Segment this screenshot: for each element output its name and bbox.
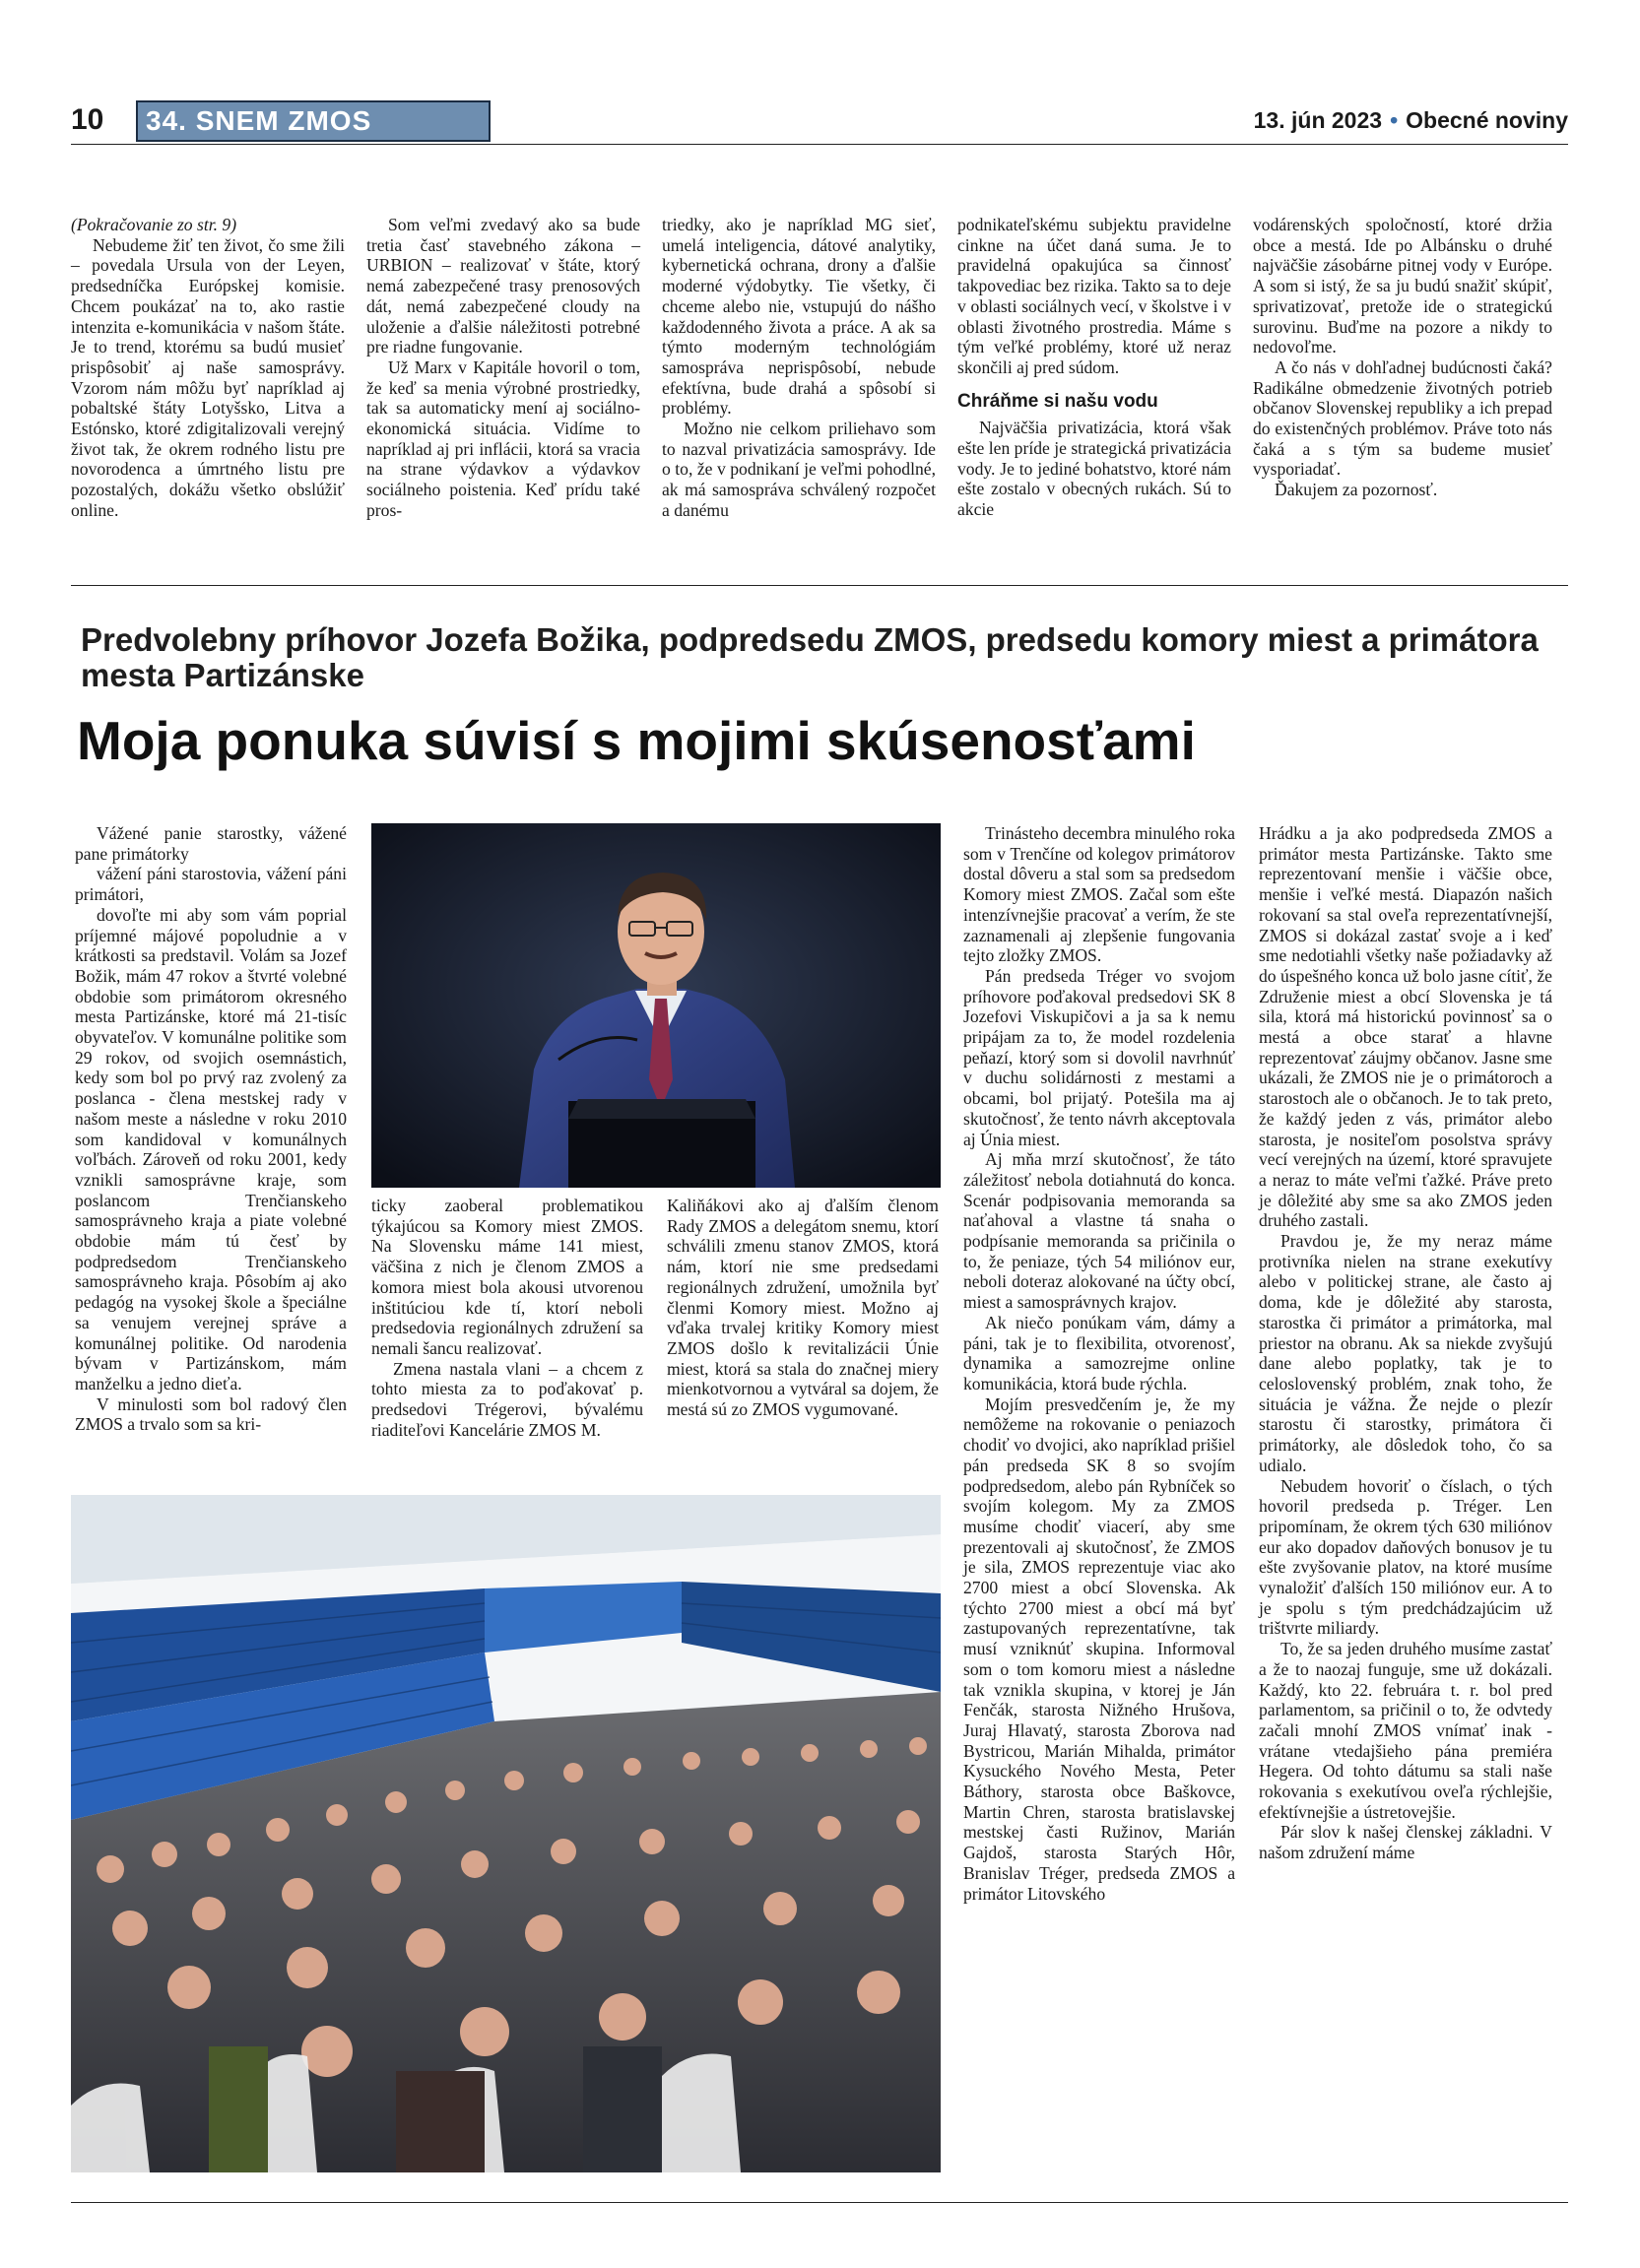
paragraph: triedky, ako je napríklad MG sieť, umelá inteligencia, dátové analytiky, kybernetická ochrana, drony a ďalšie moderné výdobytky. Tie všetky, či chceme alebo nie, vstupujú do nášho každodenného života a práce. A ak sa týmto moderným technológiám samospráva neprispôsobí, nebude efektívna, bude drahá a spôsobí si problémy. [662,215,936,419]
paragraph: Aj mňa mrzí skutočnosť, že táto záležitosť nebola dotiahnutá do konca. Scenár podpisovania memoranda sa naťahoval a vlastne tá snaha o podpísanie memoranda sa pričinila o to, že peniaze, tých 54 miliónov eur, neboli doteraz alokované na účty obcí, miest a samosprávnych krajov. [963,1149,1235,1313]
article-column-1 [75,823,347,1435]
paragraph: Nebudeme žiť ten život, čo sme žili – povedala Ursula von der Leyen, predsedníčka Európskej komisie. Chcem poukázať na to, ako rastie intenzita e-komunikácia v našom štáte. Je to trend, ktorému sa budú musieť prispôsobiť aj naše samosprávy. Vzorom nám môžu byť napríklad aj pobaltské štáty Lotyšsko, Litva a Estónsko, ktoré zdigitalizovali verejný život tak, že okrem rodného listu pre novorodenca a úmrtného listu pre pozostalých, dokážu všetko obslúžiť online. [71,234,345,520]
article-column-2 [371,1196,643,1440]
page-number: 10 [71,103,104,136]
paragraph: Najväčšia privatizácia, ktorá však ešte len príde je strategická privatizácia vody. Je to jediné bohatstvo, ktoré nám ešte zostalo v obecných rukách. Sú to akcie [957,418,1231,520]
paragraph: A čo nás v dohľadnej budúcnosti čaká? Radikálne obmedzenie životných potrieb občanov Slovenskej republiky a ich prepad do existenčných problémov. Práve toto nás čaká a s tým sa budeme musieť vysporiadať. [1253,356,1552,480]
paragraph: V minulosti som bol radový člen ZMOS a trvalo som sa kri- [75,1393,347,1435]
paragraph: Kaliňákovi ako aj ďalším členom Rady ZMOS a delegátom snemu, ktorí schválili zmenu stanov ZMOS, ktorá nám, ktorí nie sme predsedami regionálnych združení, umožnila byť členmi Komory miest. Možno aj vďaka trvalej kritiky Komory miest ZMOS došlo k revitalizácii Únie miest, ktorá sa stala do značnej miery mienkotvornou a vytváral sa dojem, že mestá sú zo ZMOS vygumované. [667,1196,939,1420]
paragraph: podnikateľskému subjektu pravidelne cinkne na účet daná suma. Je to pravidelná opakujúca sa činnosť takpovediac bez rizika. Takto sa to deje v oblasti sociálnych vecí, v školstve i v oblasti životného prostredia. Máme s tým veľké problémy, ktoré už neraz skončili aj pred súdom. [957,215,1231,377]
paragraph: Som veľmi zvedavý ako sa bude tretia časť stavebného zákona – URBION – realizovať v štáte, ktorý nemá zabezpečené trasy prenosových dát, nemá zabezpečené cloudy na uloženie a ďalšie náležitosti potrebné pre riadne fungovanie. [366,215,640,357]
paragraph: Ďakujem za pozornosť. [1275,480,1438,500]
top-column-2 [366,215,640,521]
subheading: Chráňme si našu vodu [957,390,1158,412]
paragraph: ticky zaoberal problematikou týkajúcou sa Komory miest ZMOS. Na Slovensku máme 141 miest, väčšina z nich je členom ZMOS a komora miest bola akousi utvorenou inštitúciou kde tí, ktorí neboli predsedovia regionálnych združení sa nemali šancu realizovať. [371,1196,643,1358]
top-column-5 [1253,215,1552,500]
publication-name: Obecné noviny [1406,107,1568,133]
top-column-1 [71,215,345,521]
paragraph: Zmena nastala vlani – a chcem z tohto miesta za to poďakovať p. predsedovi Trégerovi, bývalému riaditeľovi Kancelárie ZMOS M. [371,1358,643,1440]
top-column-3 [662,215,936,521]
section-banner: 34. SNEM ZMOS [138,102,489,140]
paragraph: Mojím presvedčením je, že my nemôžeme na rokovanie o peniazoch chodiť vo dvojici, ako napríklad prišiel pán predseda SK 8 so svojím podpredsedom, alebo pán Rybníček so svojím kolegom. My za ZMOS musíme chodiť viacerí, aby sme prezentovali aj skutočnosť, že ZMOS je sila, ZMOS reprezentuje viac ako 2700 miest a obcí Slovenska. Ak týchto 2700 miest a obcí má byť zastupovaných reprezentatívne, tak musí vzniknúť skupina. Informoval som o tom komoru miest a následne tak vznikla skupina, v ktorej je Ján Fenčák, starosta Nižného Hrušova, Juraj Hlavatý, starosta Zborova nad Bystricou, Marián Mihalda, primátor Kysuckého Nového Mesta, Peter Báthory, starosta obce Baškovce, Martin Chren, starosta bratislavskej mestskej časti Ružinov, Marián Gajdoš, starosta Starých Hôr, Branislav Tréger, predseda ZMOS a primátor Litovského [963,1393,1235,1904]
article-column-3 [667,1196,939,1420]
top-column-4 [957,215,1231,520]
paragraph: Ak niečo ponúkam vám, dámy a páni, tak je to flexibilita, otvorenosť, dynamika a samozrejme online komunikácia, ktorá bude rýchla. [963,1312,1235,1393]
issue-date: 13. jún 2023 [1253,107,1383,133]
paragraph: Možno nie celkom priliehavo som to nazval privatizácia samosprávy. Ide o to, že v podnikaní je veľmi pohodlné, ak má samospráva schválený rozpočet a danému [662,419,936,520]
speaker-photo [371,823,941,1188]
salutation: vážení páni starostovia, vážení páni primátori, [75,864,347,905]
paragraph: vodárenských spoločností, ktoré držia obce a mestá. Ide po Albánsku o druhé najväčšie zásobárne pitnej vody v Európe. A som si istý, že sa ju budú snažiť skúpiť, sprivatizovať, pretože ide o strategickú surovinu. Buďme na pozore a nikdy to nedovoľme. [1253,215,1552,357]
paragraph: Trinásteho decembra minulého roka som v Trenčíne od kolegov primátorov dostal dôveru a stal som sa predsedom Komory miest ZMOS. Začal som ešte intenzívnejšie pracovať a verím, že ste zaznamenali aj zlepšenie fungovania tejto zložky ZMOS. [963,823,1235,966]
paragraph: Hrádku a ja ako podpredseda ZMOS a primátor mesta Partizánske. Takto sme reprezentovaní menšie i väčšie obce, menšie i veľké mestá. Diapazón našich rokovaní sa stal oveľa reprezentatívnejší, ZMOS si dokázal zastať svoje a i keď sme nedotiahli všetky naše požiadavky až do úspešného konca už bolo jasne cítiť, že Združenie miest a obcí Slovenska je tá sila, ktorá má historickú povinnosť sa o mestá a obce starať a hlavne reprezentovať záujmy občanov. Jasne sme ukázali, že ZMOS nie je o primátoroch a starostoch ale o občanoch. Je to tak preto, že každý jeden z vás, primátor alebo starosta, je nositeľom posolstva správy vecí verejných na území, ktoré spravujete a neraz to máte veľmi ťažké. Práve preto je dôležité aby sme sa ako ZMOS jeden druhého zastali. [1259,823,1552,1231]
paragraph: To, že sa jeden druhého musíme zastať a že to naozaj funguje, sme už dokázali. Každý, kto 22. februára t. r. bol pred parlamentom, sa pričinil o to, že odvtedy začali mnohí ZMOS vnímať inak - vrátane vtedajšieho pána premiéra Hegera. Od tohto dátumu sa stali naše rokovania s exekutívou oveľa rýchlejšie, efektívnejšie a ústretovejšie. [1259,1639,1552,1822]
article-column-5 [1259,823,1552,1863]
header-rule [71,144,1568,145]
continuation-note: (Pokračovanie zo str. 9) [71,215,237,234]
paragraph: Pár slov k našej členskej základni. V našom združení máme [1259,1822,1552,1863]
paragraph: Nebudem hovoriť o číslach, o tých hovoril predseda p. Tréger. Len pripomínam, že okrem tých 630 miliónov eur ako dopadov daňových bonusov je tu ešte zvyšovanie platov, na ktoré musíme vynaložiť ďalších 150 miliónov eur. A to je spolu s tým predchádzajúcim už trištvrte miliardy. [1259,1475,1552,1639]
paragraph: dovoľte mi aby som vám poprial príjemné májové popoludnie a v krátkosti sa predstavil. Volám sa Jozef Božik, mám 47 rokov a štvrté volebné obdobie som primátorom okresného mesta Partizánske, ktoré má 21-tisíc obyvateľov. V komunálne politike som 29 rokov, od svojich osemnástich, kedy som bol po prvý raz zvolený za poslanca - člena mestskej rady v našom meste a následne v roku 2010 som kandidoval v komunálnych voľbách. Zároveň od roku 2001, kedy vznikli samosprávne kraje, som poslancom Trenčianskeho samosprávneho kraja a piate volebné obdobie mám tú česť by podpredsedom Trenčianskeho samosprávneho kraja. Pôsobím aj ako pedagóg na vysokej škole a špeciálne sa venujem verejnej správe a komunálnej politike. Od narodenia bývam v Partizánskom, mám manželku a jedno dieťa. [75,904,347,1393]
paragraph: Už Marx v Kapitále hovoril o tom, že keď sa menia výrobné prostriedky, tak sa automaticky mení aj sociálno-ekonomická situácia. Vidíme to napríklad aj pri inflácii, ktorá sa vracia na strane výdavkov a výdavkov sociálneho poistenia. Keď prídu také pros- [366,356,640,520]
audience-photo [71,1495,941,2172]
separator-dot: • [1390,107,1399,133]
paragraph: Pravdou je, že my neraz máme protivníka nielen na strane exekutívy alebo v politickej strane, ale často aj doma, kde je dôležité aby starosta, starostka či primátor a primátorka, mal priestor na obranu. Ak sa niekde zvyšujú dane alebo poplatky, tak je to celoslovenský problém, znak toho, že situácia je vážna. Že nejde o plezír starostu či starostky, primátora či primátorky, ale dôsledok toho, čo sa udialo. [1259,1231,1552,1475]
article-kicker: Predvolebny príhovor Jozefa Božika, podpredsedu ZMOS, predsedu komory miest a primátora mesta Partizánske [81,621,1539,693]
article-headline: Moja ponuka súvisí s mojimi skúsenosťami [77,710,1196,771]
footer-rule [71,2202,1568,2203]
paragraph: Pán predseda Tréger vo svojom príhovore poďakoval predsedovi SK 8 Jozefovi Viskupičovi a ja sa k nemu pripájam za to, že model rozdelenia peňazí, ktorý som si dovolil navrhnúť v duchu solidárnosti z mestami a obcami, bol prijatý. Potešila ma aj skutočnosť, že tento návrh akceptovala aj Únia miest. [963,965,1235,1149]
salutation: Vážené panie starostky, vážené pane primátorky [75,823,347,864]
issue-info [1254,102,1568,138]
article-column-4 [963,823,1235,1904]
page-header [71,102,1568,138]
section-divider [71,585,1568,586]
